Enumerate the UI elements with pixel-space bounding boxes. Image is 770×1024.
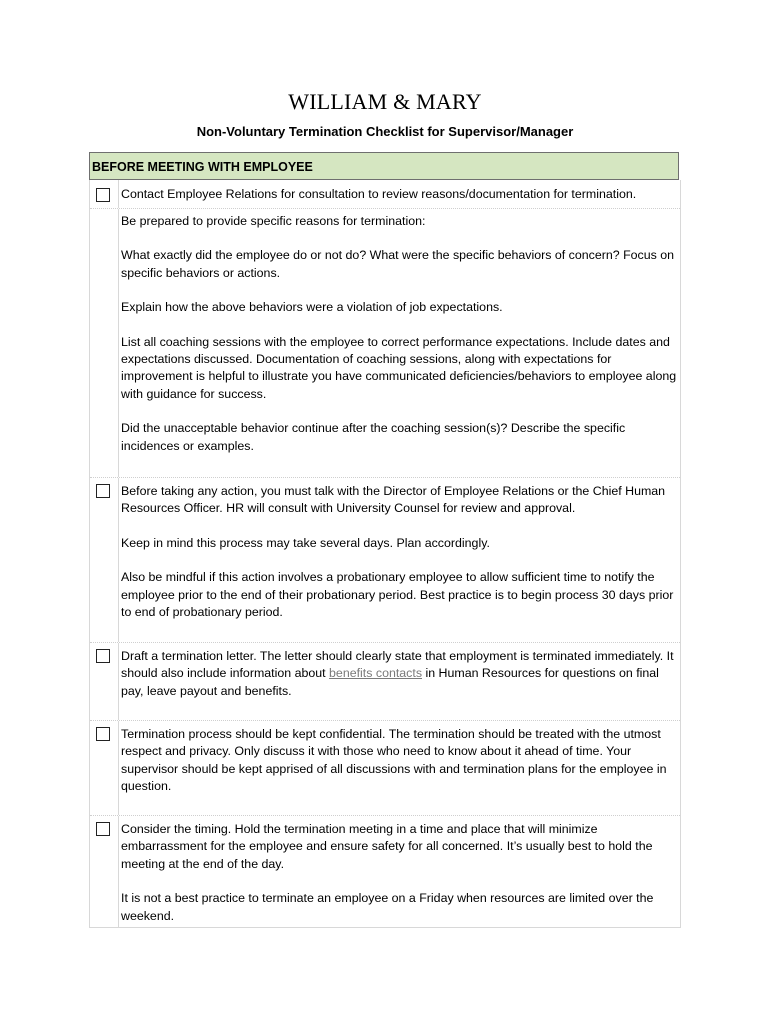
- checklist-row-timing: [90, 815, 680, 927]
- university-logo: WILLIAM & MARY: [288, 89, 482, 114]
- checkbox[interactable]: [96, 727, 110, 741]
- item-text: It is not a best practice to terminate an employee on a Friday when resources are limited over the weekend.: [121, 891, 654, 923]
- item-text: Termination process should be kept confidential. The termination should be treated with the utmost respect and privacy. Only discuss it with those who need to know about it ahead of time. Your supervisor should be kept apprised of all discussions with and termination plans for the employee in question.: [121, 727, 667, 794]
- item-text: Did the unacceptable behavior continue after the coaching session(s)? Describe the specific incidences or examples.: [121, 421, 626, 453]
- item-text: Before taking any action, you must talk with the Director of Employee Relations or the Chief Human Resources Officer. HR will consult with University Counsel for review and approval.: [121, 484, 666, 516]
- item-text: Contact Employee Relations for consultation to review reasons/documentation for termination.: [121, 187, 637, 201]
- item-text: Be prepared to provide specific reasons for termination:: [121, 214, 426, 228]
- item-text: Also be mindful if this action involves a probationary employee to allow sufficient time to notify the employee prior to the end of their probationary period. Best practice is to begin process 30 days prior to end of probationary period.: [121, 570, 674, 620]
- checkbox[interactable]: [96, 188, 110, 202]
- item-text: Draft a termination letter. The letter should clearly state that employment is terminated immediately. It should also include information about benefits contacts in Human Resources for questions on final pay, leave payout and benefits.: [121, 649, 674, 698]
- item-text: Consider the timing. Hold the termination meeting in a time and place that will minimize embarrassment for the employee and ensure safety for all concerned. It’s usually best to hold the meeting at the end of the day.: [121, 822, 653, 871]
- item-text: What exactly did the employee do or not do? What were the specific behaviors of concern? Focus on specific behaviors or actions.: [121, 248, 675, 280]
- checkbox[interactable]: [96, 484, 110, 498]
- checklist-row-reasons: [90, 208, 680, 477]
- item-text: Explain how the above behaviors were a violation of job expectations.: [121, 300, 503, 315]
- checklist-row-consult: [90, 180, 680, 208]
- checklist-row-confidential: [90, 720, 680, 815]
- item-text: List all coaching sessions with the employee to correct performance expectations. Include dates and expectations discussed. Documentation of coaching sessions, along with expectations for improvement is helpful to illustrate you have communicated deficiencies/behaviors to employee along with guidance for success.: [121, 334, 677, 401]
- checkbox[interactable]: [96, 822, 110, 836]
- checklist-table: [89, 180, 681, 928]
- benefits-contacts-link[interactable]: benefits contacts: [329, 666, 423, 681]
- page-title: Non-Voluntary Termination Checklist for Supervisor/Manager: [196, 124, 574, 139]
- item-text: Keep in mind this process may take several days. Plan accordingly.: [121, 535, 490, 550]
- checklist-row-letter: [90, 642, 680, 720]
- checklist-row-approval: [90, 477, 680, 642]
- checkbox[interactable]: [96, 649, 110, 663]
- section-header: BEFORE MEETING WITH EMPLOYEE: [89, 152, 679, 180]
